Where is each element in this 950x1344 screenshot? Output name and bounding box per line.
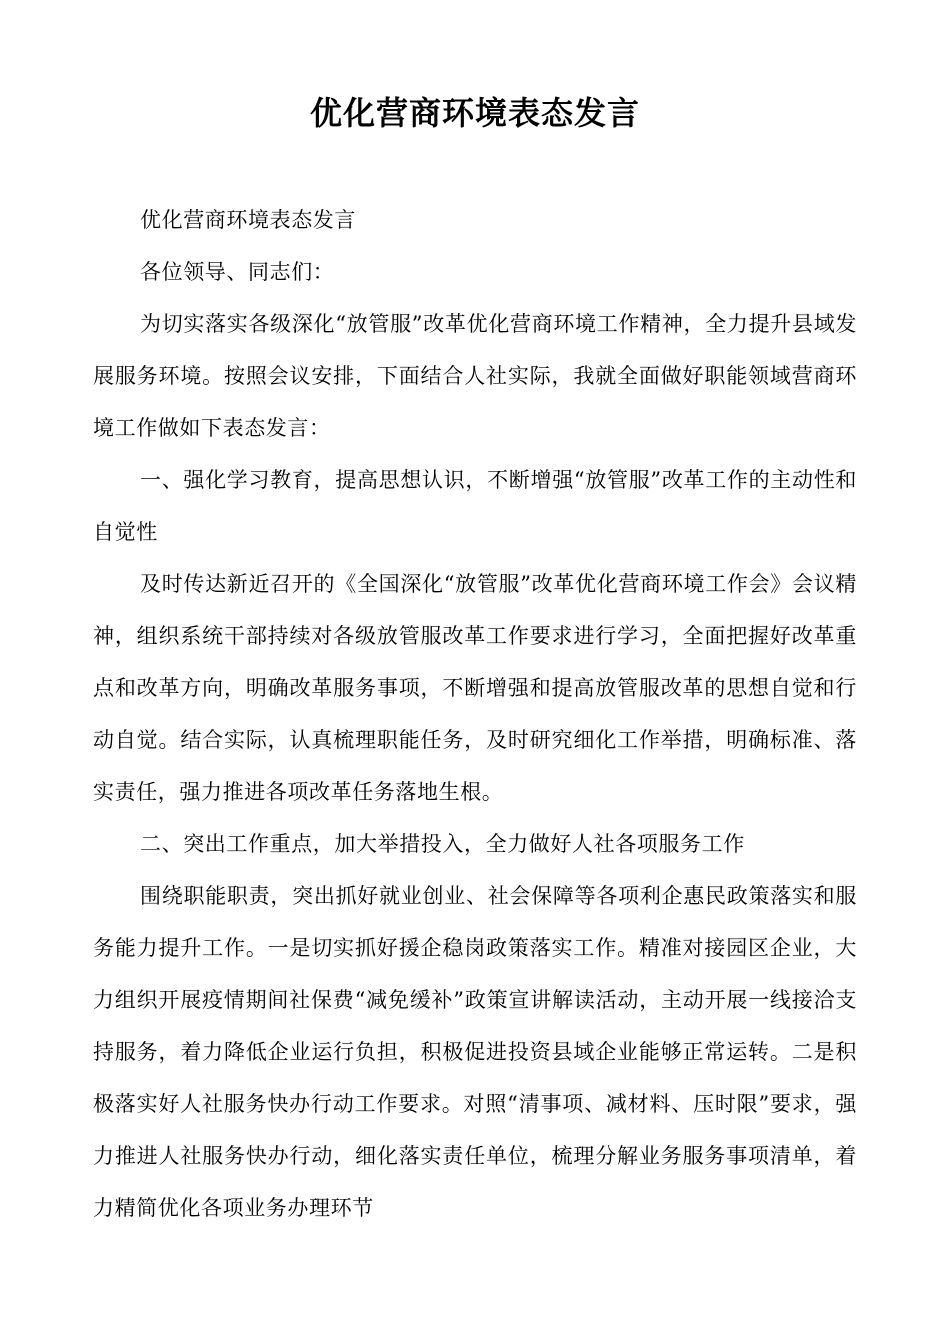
paragraph-section-2: 围绕职能职责，突出抓好就业创业、社会保障等各项利企惠民政策落实和服务能力提升工作。一是切实抓好援企稳岗政策落实工作。精准对接园区企业，大力组织开展疫情期间社保费“减免缓补”政策宣讲解读活动，主动开展一线接洽支持服务，着力降低企业运行负担，积极促进投资县域企业能够正常运转。二是积极落实好人社服务快办行动工作要求。对照“清事项、减材料、压时限”要求，强力推进人社服务快办行动，细化落实责任单位，梳理分解业务服务事项清单，着力精简优化各项业务办理环节	[93, 884, 857, 1220]
section-heading-1: 一、强化学习教育，提高思想认识，不断增强“放管服”改革工作的主动性和自觉性	[93, 468, 857, 544]
document-title: 优化营商环境表态发言	[309, 94, 640, 132]
section-heading-2: 二、突出工作重点，加大举措投入，全力做好人社各项服务工作	[140, 832, 745, 856]
paragraph-salutation: 各位领导、同志们：	[140, 260, 335, 284]
paragraph-section-1: 及时传达新近召开的《全国深化“放管服”改革优化营商环境工作会》会议精神，组织系统干部持续对各级放管服改革工作要求进行学习，全面把握好改革重点和改革方向，明确改革服务事项，不断增强和提高放管服改革的思想自觉和行动自觉。结合实际，认真梳理职能任务，及时研究细化工作举措，明确标准、落实责任，强力推进各项改革任务落地生根。	[93, 572, 857, 804]
paragraph-heading-repeat: 优化营商环境表态发言	[140, 208, 356, 232]
document-body	[93, 194, 857, 1234]
paragraph-intro: 为切实落实各级深化“放管服”改革优化营商环境工作精神，全力提升县域发展服务环境。按照会议安排，下面结合人社实际，我就全面做好职能领域营商环境工作做如下表态发言：	[93, 312, 857, 440]
